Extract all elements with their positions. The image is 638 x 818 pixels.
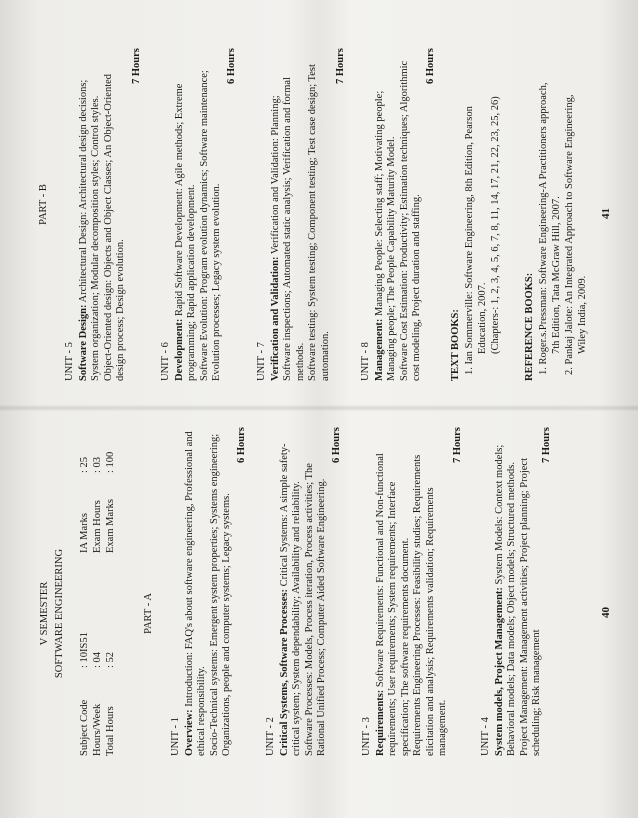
unit-5-line: System organization; Modular decomposition styles; Control styles. xyxy=(90,95,102,381)
unit-topic-label: Management: xyxy=(374,318,385,381)
reference-book-item: 2. Pankaj Jalote: An Integrated Approach to Software Engineering, xyxy=(564,94,575,375)
unit-topic-label: Software Design: xyxy=(78,304,89,381)
unit-5-hours: 7 Hours xyxy=(131,48,142,84)
unit-4-line: scheduling; Risk management xyxy=(531,629,543,756)
hours-week-value: : 04 xyxy=(92,651,103,668)
unit-7-line: Software testing: System testing; Component testing; Test case design; Test xyxy=(307,64,319,381)
unit-7-hours: 7 Hours xyxy=(335,48,346,84)
unit-6-line: Evolution processes; Legacy system evolution. xyxy=(211,183,223,381)
unit-4-body xyxy=(494,408,544,756)
unit-8-line: Managing people; The People Capability Maturity Model. xyxy=(386,136,398,381)
unit-1-line: Socio-Technical systems: Emergent system properties; Systems engineering; xyxy=(208,433,220,756)
subject-code-label: Subject Code xyxy=(79,699,90,756)
unit-4-hours: 7 Hours xyxy=(541,427,552,463)
text-book-item: 1. Ian Sommerville: Software Engineering, 8th Edition, Pearson xyxy=(464,106,475,375)
unit-4-line: Project Management: Management activities; Project planning; Project xyxy=(518,458,530,756)
course-title: SOFTWARE ENGINEERING xyxy=(54,548,65,679)
subject-code-value: : 10IS51 xyxy=(79,632,90,668)
unit-6-body xyxy=(174,31,224,381)
unit-8-line: Software Cost Estimation: Productivity; Estimation techniques; Algorithmic xyxy=(398,60,410,381)
part-a-heading: PART - A xyxy=(143,593,154,634)
unit-4-line: Behavioral models; Data models; Object models; Structured methods. xyxy=(506,462,518,756)
unit-7-title: UNIT - 7 xyxy=(256,342,267,381)
unit-2-title: UNIT - 2 xyxy=(265,717,276,756)
unit-topic-label: Overview: xyxy=(184,709,195,756)
unit-2-line: critical system; System dependability; Availability and reliability. xyxy=(291,481,303,756)
unit-1-line: Organizations, people and computer systems; Legacy systems. xyxy=(221,493,233,756)
unit-7-line: Software inspections; Automated static analysis; Verification and formal xyxy=(282,77,294,381)
page-number-40: 40 xyxy=(600,607,612,618)
unit-3-line: requirements; User requirements; System requirements; Interface xyxy=(387,481,399,756)
unit-1-title: UNIT - 1 xyxy=(170,717,181,756)
unit-6-line: Software Evolution: Program evolution dynamics; Software maintenance; xyxy=(198,70,210,381)
unit-1-body xyxy=(184,408,234,756)
unit-1-line: Overview: Introduction: FAQ's about software engineering, Professional and xyxy=(184,431,195,756)
hours-week-label: Hours/Week xyxy=(92,703,103,756)
unit-5-line: design process; Design evolution. xyxy=(115,239,127,381)
unit-4-title: UNIT - 4 xyxy=(480,717,491,756)
unit-8-body xyxy=(374,31,424,381)
reference-book-item: Wiley India, 2009. xyxy=(577,275,588,354)
unit-6-line: Development: Rapid Software Development: Agile methods; Extreme xyxy=(174,83,185,381)
unit-8-line: cost modeling, Project duration and staffing. xyxy=(411,194,423,381)
unit-topic-label: System models, Project Management: xyxy=(494,587,505,756)
unit-6-title: UNIT - 6 xyxy=(160,342,171,381)
ia-marks-value: : 25 xyxy=(79,456,90,473)
unit-5-body xyxy=(78,31,128,381)
unit-topic-label: Development: xyxy=(174,318,185,381)
part-b-heading: PART - B xyxy=(38,184,49,225)
total-hours-value: : 52 xyxy=(105,651,116,668)
reference-books-heading: REFERENCE BOOKS: xyxy=(524,272,535,381)
unit-topic-label: Verification and Validation: xyxy=(270,256,281,381)
text-book-item: Education, 2007. xyxy=(477,282,488,354)
unit-8-line: Management: Managing People: Selecting staff; Motivating people; xyxy=(374,90,385,381)
unit-3-title: UNIT - 3 xyxy=(361,717,372,756)
unit-2-line: Rational Unified Process; Computer Aided Software Engineering. xyxy=(316,478,328,756)
unit-5-line: Software Design: Architectural Design: Architectural design decisions; xyxy=(78,79,89,381)
unit-3-hours: 7 Hours xyxy=(452,427,463,463)
unit-3-line: elicitation and analysis; Requirements validation; Requirements xyxy=(424,487,436,756)
unit-2-line: Software Processes: Models, Process iteration, Process activities; The xyxy=(303,463,315,756)
unit-topic-label: Requirements: xyxy=(375,689,386,756)
reference-book-item: 7th Edition, Tata McGraw Hill, 2007. xyxy=(551,196,562,354)
unit-2-line: Critical Systems, Software Processes: Critical Systems: A simple safety- xyxy=(279,443,290,756)
unit-7-body xyxy=(270,31,332,381)
unit-3-line: management. xyxy=(437,699,449,756)
page-40 xyxy=(0,409,638,818)
unit-2-hours: 6 Hours xyxy=(331,427,342,463)
unit-7-line: Verification and Validation: Verification and Validation: Planning; xyxy=(270,95,281,381)
unit-5-title: UNIT - 5 xyxy=(64,342,75,381)
unit-6-line: programming; Rapid application development. xyxy=(186,184,198,381)
total-hours-label: Total Hours xyxy=(105,706,116,756)
reference-book-item: 1. Roger.s.Pressman: Software Engineering-A Practitioners approach, xyxy=(538,82,549,375)
unit-1-hours: 6 Hours xyxy=(236,427,247,463)
exam-hours-label: Exam Hours xyxy=(92,500,103,553)
ia-marks-label: IA Marks xyxy=(79,513,90,553)
unit-3-body xyxy=(375,408,449,756)
unit-7-line: methods. xyxy=(294,342,306,381)
unit-8-title: UNIT - 8 xyxy=(360,342,371,381)
unit-7-line: automation. xyxy=(319,331,331,381)
unit-4-line: System models, Project Management: System Models: Context models; xyxy=(494,444,505,756)
unit-3-line: specification; The software requirements document. xyxy=(399,537,411,756)
unit-3-line: Requirements: Software Requirements: Functional and Non-functional xyxy=(375,453,386,756)
exam-marks-value: : 100 xyxy=(105,451,116,473)
unit-1-line: ethical responsibility. xyxy=(196,666,208,756)
page-number-41: 41 xyxy=(600,208,612,219)
unit-2-body xyxy=(279,408,329,756)
unit-topic-label: Critical Systems, Software Processes: xyxy=(279,589,290,756)
exam-hours-value: : 03 xyxy=(92,456,103,473)
text-books-heading: TEXT BOOKS: xyxy=(450,309,461,381)
text-book-chapters: (Chapters-: 1, 2, 3, 4, 5, 6, 7, 8, 11, 14, 17, 21, 22, 23, 25, 26) xyxy=(490,96,501,354)
unit-8-hours: 6 Hours xyxy=(425,48,436,84)
unit-3-line: Requirements Engineering Processes: Feasibility studies; Requirements xyxy=(412,454,424,756)
semester-heading: V SEMESTER xyxy=(39,581,50,646)
unit-5-line: Object-Oriented design: Objects and Object Classes; An Object-Oriented xyxy=(102,73,114,381)
unit-6-hours: 6 Hours xyxy=(226,48,237,84)
exam-marks-label: Exam Marks xyxy=(105,499,116,553)
